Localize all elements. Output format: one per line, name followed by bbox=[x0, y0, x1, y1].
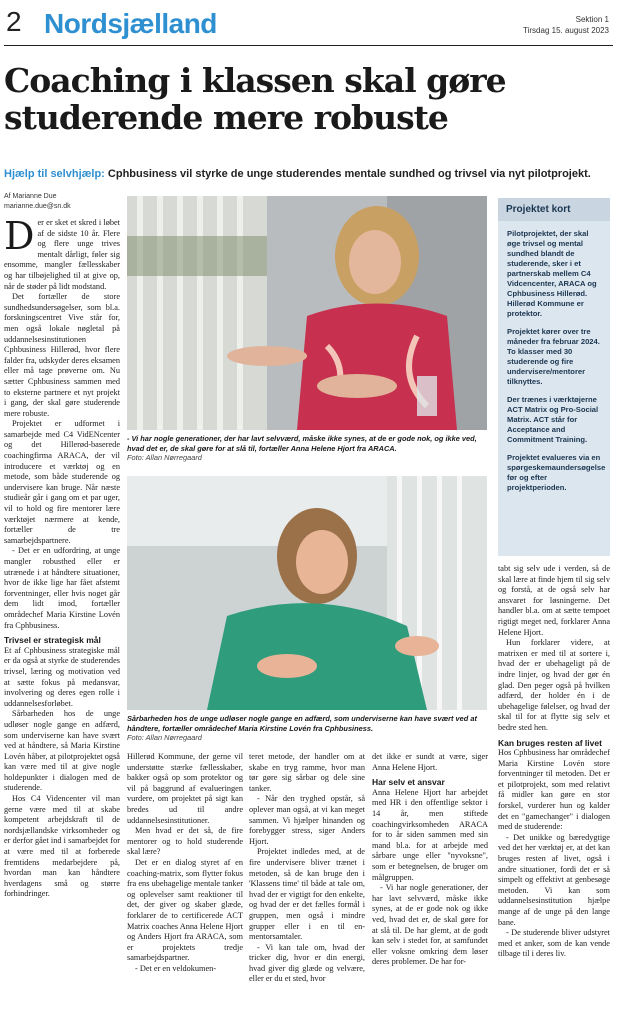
paragraph: Anna Helene Hjort har arbejdet med HR i den offentlige sektor i 14 år, men stiftede coachingvirksomheden ARACA for to år siden sammen med sin mand bl.a. for at arbejde med sårbare unge eller "nyvoksne", som er betegnelsen, de bruger om målgruppen. bbox=[372, 787, 488, 882]
byline bbox=[4, 192, 71, 212]
paragraph: teret metode, der handler om at skabe en tryg ramme, hvor man tør gøre sig sårbar og dele sine tanker. bbox=[249, 752, 365, 793]
edition-info bbox=[523, 14, 609, 36]
paragraph: - Vi kan tale om, hvad der tricker dig, hvor er din energi, hvad giver dig glæde og velvære, eller er du et sted, hvor bbox=[249, 942, 365, 984]
lead-kicker: Hjælp til selvhjælp: bbox=[4, 168, 105, 180]
caption-text: - Vi har nogle generationer, der har lavt selvværd, måske ikke synes, at de er gode nok, og ikke ved, hvad det er, de skal gøre for at slå til, fortæller Anna Helene Hjort fra ARACA. bbox=[127, 434, 477, 453]
paragraph: Projektet indledes med, at de fire undervisere bliver trænet i metoden, så de kan bruge den i 'Klassens time' til både at tale om, hvad der er vigtigt for den enkelte, og hvad der er det fælles formål i gruppen, men også i mindre grupper eller i en til en-mentorsamtaler. bbox=[249, 847, 365, 942]
paragraph: Projektet er udformet i samarbejde med C4 VidENcenter og det Hillerød-baserede coachingfirma ARACA, der vil introducere et værktøj og en metode, som både studerende og undervisere kan bruge. Når næste studieår går i gang om et par uger, vil to hold og fire mentorer lære værktøjet nærmere at kende, fortæller de tre samarbejdspartnere. bbox=[4, 419, 120, 545]
article-column-1 bbox=[4, 218, 120, 1018]
factbox-item: Projektet evalueres via en spørgeskemaundersøgelse før og efter projektperioden. bbox=[507, 453, 606, 492]
photo-maria-kirstine-loven bbox=[127, 476, 487, 710]
photo-credit: Foto: Allan Nørregaard bbox=[127, 733, 202, 742]
photo-caption-1 bbox=[127, 434, 489, 463]
paragraph: Sårbarheden hos de unge udløser nogle gange en adfærd, som underviserne kan have svært ved at håndtere, så Maria Kirstine Lovén håber, at pilotprojektet også kan være med til at give nogle holdepunkter i dialogen med de studerende. bbox=[4, 709, 120, 793]
factbox-item: Der trænes i værktøjerne ACT Matrix og Pro-Social Matrix. ACT står for Acceptance and Commitment Training. bbox=[507, 395, 599, 444]
lead-text: Cphbusiness vil styrke de unge studerendes mentale sundhed og trivsel via nyt pilotprojekt. bbox=[107, 168, 591, 180]
edition-label: Sektion 1 bbox=[575, 15, 609, 24]
subheading: Trivsel er strategisk mål bbox=[4, 635, 101, 646]
factbox-item: Projektet kører over tre måneder fra februar 2024. To klasser med 30 studerende og fire undervisere/mentorer tilknyttes. bbox=[507, 327, 600, 386]
paragraph: Hun forklarer videre, at matrixen er med til at sortere i, hvad der er ubehageligt på de indre linjer, og hvad der gør én glad. Den peger også på hvilken adfærd, der holder én i de ubehagelige følelser, og hvad der skal til for at flytte sig selv et bedre sted hen. bbox=[498, 638, 610, 732]
paragraph: - Når den tryghed opstår, så oplever man også, at vi kan meget sammen. Vi hjælper hinanden og forebygger stress, siger Anders Hjort. bbox=[249, 794, 365, 846]
paragraph: Det fortæller de store sundhedsundersøgelser, som bl.a. forskningscentret Vive står for, men også lokale nøgletal på uddannelsesinstitutionen Cphbusiness Hillerød, hvor flere falder fra, udskyder deres eksamen eller må tage prøverne om. Nu sætter Cphbusiness sammen med to eksterne partnere et nyt projekt i gang, der skal gøre studerende mere robuste. bbox=[4, 292, 120, 418]
subheading: Har selv et ansvar bbox=[372, 777, 445, 788]
subheading: Kan bruges resten af livet bbox=[498, 737, 602, 748]
paragraph: Men hvad er det så, de fire mentorer og to hold studerende skal lære? bbox=[127, 826, 243, 857]
paragraph: Hos C4 Videncenter vil man gerne være med til at skabe kompetent arbejdskraft til de nordsjællandske virksomheder og er derfor gået ind i samarbejdet for at være med til at forberede fremtidens medarbejdere på, hvordan man kan håndtere hverdagens små og større forhindringer. bbox=[4, 794, 120, 899]
article-column-5 bbox=[498, 564, 610, 1020]
factbox-title: Projektet kort bbox=[498, 198, 610, 221]
drop-cap: D bbox=[4, 218, 35, 258]
header-rule bbox=[4, 45, 613, 46]
factbox bbox=[498, 198, 610, 556]
paragraph: Det er en dialog styret af en coaching-matrix, som flytter fokus fra ens ubehagelige mentale tanker og oplevelser samt reaktioner til det, der giver og skaber glæde, forklarer de to certificerede ACT Matrix coaches Anna Helene Hjort og Anders Hjort fra ARACA, som er projektets tredje samarbejdspartner. bbox=[127, 857, 243, 963]
author-name: Af Marianne Due bbox=[4, 193, 57, 200]
factbox-item: Pilotprojektet, der skal øge trivsel og mental sundhed blandt de studerende, sker i et partnerskab mellem C4 Vidcencenter, ARACA og Cphbusiness Hillerød. Hillerød Kommune er protektor. bbox=[507, 229, 597, 318]
author-email: marianne.due@sn.dk bbox=[4, 203, 71, 210]
headline: Coaching i klassen skal gøre studerende mere robuste bbox=[4, 61, 506, 137]
paragraph: Et af Cphbusiness strategiske mål er da også at styrke de studerendes trivsel, læring og motivation ved at sætte fokus på medansvar, involvering og deres egen rolle i uddannelsesforløbet. bbox=[4, 645, 120, 708]
paragraph: Hos Cphbusiness har områdechef Maria Kirstine Lovén store forventninger til metoden. Det er et pilotprojekt, som med relativt få midler kan gøre en stor forskel, vurderer hun og kalder det en "gamechanger" i dialogen med de studerende: bbox=[498, 748, 610, 832]
paragraph: er er sket et skred i løbet af de sidste 10 år. Flere og flere unge trives mentalt dårligt, føler sig ensomme, mangler fællesskaber og har tilbøjelighed til at give op, når de støder på lidt modstand. bbox=[4, 218, 120, 291]
caption-text: Sårbarheden hos de unge udløser nogle gange en adfærd, som underviserne kan have svært ved at håndtere, fortæller områdechef Maria Kirstine Lovén fra Cphbusiness. bbox=[127, 714, 477, 733]
paragraph: Hillerød Kommune, der gerne vil understøtte stærke fællesskaber, bakker også op som protektor og vil på baggrund af evalueringen vurdere, om projektet på sigt kan bredes ud til andre uddannelsesinstitutioner. bbox=[127, 752, 243, 825]
photo-anna-helene-hjort bbox=[127, 196, 487, 430]
article-column-4 bbox=[372, 752, 488, 1020]
paragraph: - Det er en veldokumen- bbox=[135, 963, 217, 973]
edition-date: Tirsdag 15. august 2023 bbox=[523, 26, 609, 35]
paragraph: tabt sig selv ude i verden, så de skal lære at finde hjem til sig selv og forstå, at de også selv har ansvaret for løsningerne. Det handler bl.a. om at sætte tempoet rigtigt meget ned, forklarer Anna Helene Hjort. bbox=[498, 564, 610, 637]
article-column-3 bbox=[249, 752, 365, 1020]
paragraph: - Vi har nogle generationer, der har lavt selvværd, måske ikke synes, at de er gode nok og ikke ved, hvad det er, de skal gøre for at slå til. De har glemt, at de godt kan selv i stedet for, at samfundet eller voksne omkring dem løser deres problemer. De har for- bbox=[372, 883, 488, 967]
article-column-2 bbox=[127, 752, 243, 1020]
photo-credit: Foto: Allan Nørregaard bbox=[127, 453, 202, 462]
lead-paragraph bbox=[4, 168, 604, 180]
page-number: 2 bbox=[6, 6, 22, 37]
section-title: Nordsjælland bbox=[44, 8, 217, 39]
paragraph: - De studerende bliver udstyret med et anker, som de kan vende tilbage til i deres liv. bbox=[498, 928, 610, 959]
photo-caption-2 bbox=[127, 714, 489, 743]
paragraph: - Det er en udfordring, at unge mangler robusthed eller er utrænede i at håndtere situationer, hvor de ikke lige har fået afstemt forventninger, eller hvis noget går dem lidt imod, fortæller områdechef Maria Kirstine Lovén fra Cphbusiness. bbox=[4, 546, 120, 630]
paragraph: det ikke er sundt at være, siger Anna Helene Hjort. bbox=[372, 752, 488, 772]
page-header bbox=[0, 0, 617, 48]
paragraph: - Det unikke og bæredygtige ved det her værktøj er, at det kan bruges resten af livet, også i andre situationer, fordi det er så simpelt og effektivt at genbesøge metoden. Vi kan som uddannelsesinstitution hjælpe mange af de unge på den lange bane. bbox=[498, 832, 610, 927]
